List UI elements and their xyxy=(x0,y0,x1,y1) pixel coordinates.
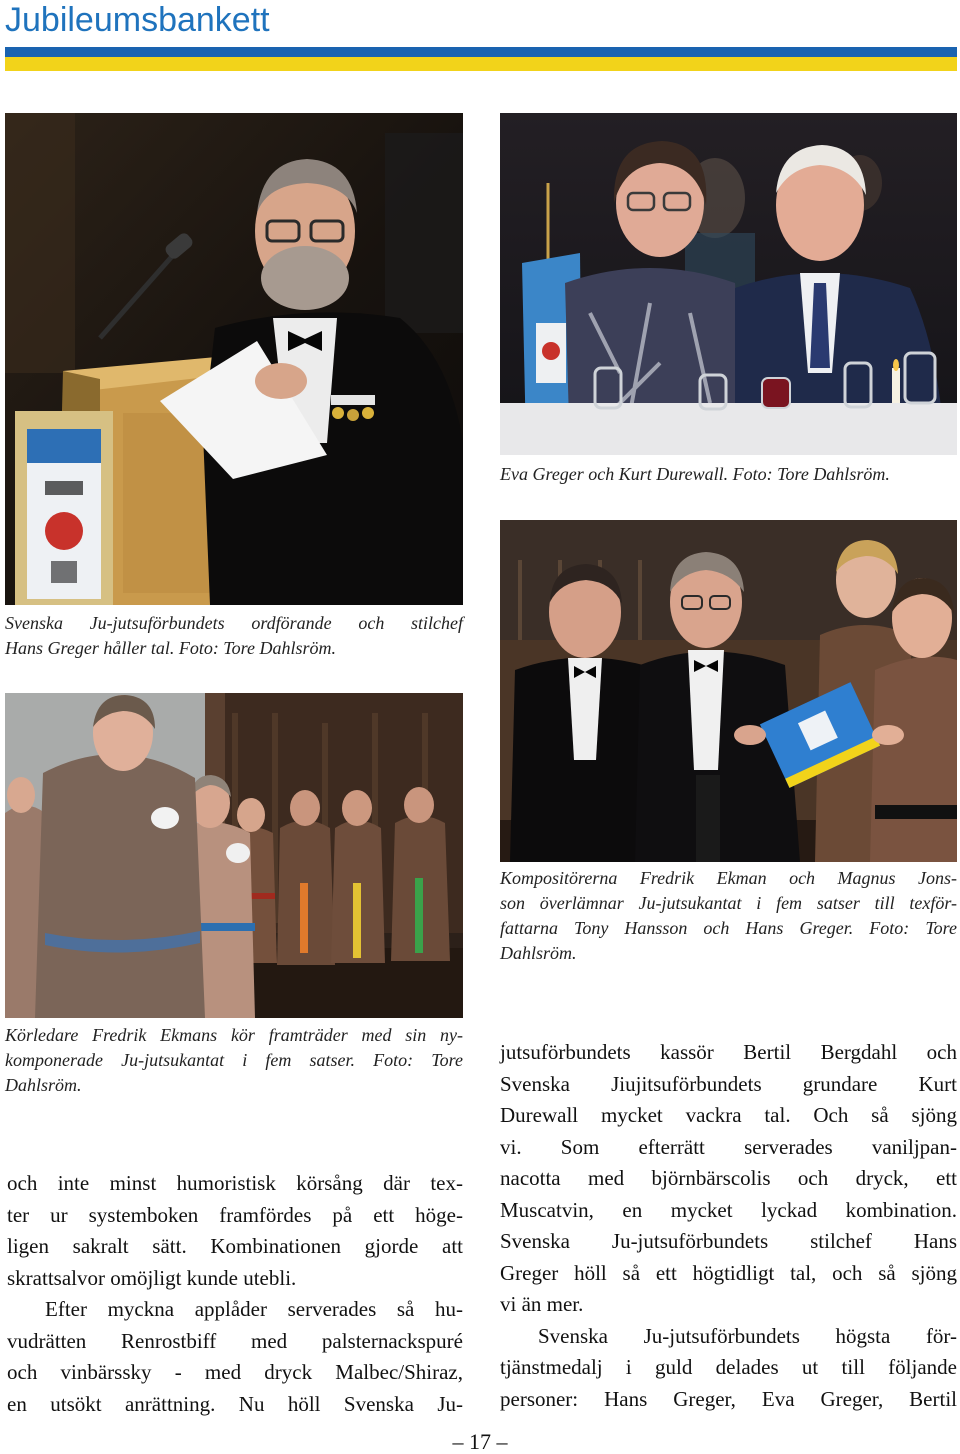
caption-composers xyxy=(500,866,957,966)
caption-line: Svenska Ju-jutsuförbundets ordförande och stilchef xyxy=(5,613,463,633)
article-line: personer: Hans Greger, Eva Greger, Bertil xyxy=(500,1386,957,1411)
article-line: Muscatvin, en mycket lyckad kombination. xyxy=(500,1197,957,1222)
caption-line: Dahlsröm. xyxy=(5,1075,82,1095)
article-line: Svenska Ju-jutsuförbundets stilchef Hans xyxy=(500,1229,957,1253)
article-line: ligen sakralt sätt. Kombinationen gjorde att xyxy=(7,1234,463,1258)
article-line: nacotta med björnbärscolis och dryck, ett xyxy=(500,1166,957,1190)
article-line: jutsuförbundets kassör Bertil Bergdahl och xyxy=(500,1040,957,1064)
article-line: tjänstmedalj i guld delades ut till följande xyxy=(500,1355,957,1379)
caption-line: Körledare Fredrik Ekmans kör framträder med sin ny- xyxy=(5,1025,463,1045)
caption-line: Dahlsröm. xyxy=(500,943,577,963)
article-line: vudrätten Renrostbiff med palsternackspuré xyxy=(7,1328,463,1353)
caption-line: komponerade Ju-jutsukantat i fem satser. Foto: Tore xyxy=(5,1050,463,1070)
article-column-left xyxy=(7,1168,463,1420)
page-number: – 17 – xyxy=(452,1429,508,1454)
article-line: Svenska Jiujitsuförbundets grundare Kurt xyxy=(500,1071,957,1096)
photo-speaker xyxy=(5,113,463,605)
caption-line: Hans Greger håller tal. Foto: Tore Dahlsröm. xyxy=(5,638,337,658)
header-stripe-yellow xyxy=(5,57,957,71)
article-line: och inte minst humoristisk körsång där tex- xyxy=(7,1171,463,1195)
article-line: vi än mer. xyxy=(500,1292,584,1316)
caption-line: fattarna Tony Hansson och Hans Greger. Foto: Tore xyxy=(500,918,957,938)
article-line: Durewall mycket vackra tal. Och så sjöng xyxy=(500,1103,957,1127)
caption-eva-kurt xyxy=(500,462,957,487)
caption-choir xyxy=(5,1023,463,1098)
article-line: Efter myckna applåder serverades så hu- xyxy=(45,1297,463,1321)
article-line: Greger höll så ett högtidligt tal, och så sjöng xyxy=(500,1260,957,1285)
article-line: en utsökt anrättning. Nu höll Svenska Ju- xyxy=(7,1391,463,1416)
caption-line: son överlämnar Ju-jutsukantat i fem satser till texför- xyxy=(500,893,957,913)
article-line: skrattsalvor omöjligt kunde utebli. xyxy=(7,1265,297,1290)
article-line: ter ur systemboken framfördes på ett höge- xyxy=(7,1202,463,1227)
photo-eva-kurt xyxy=(500,113,957,455)
article-line: vi. Som efterrätt serverades vaniljpan- xyxy=(500,1134,957,1159)
article-line: Svenska Ju-jutsuförbundets högsta för- xyxy=(538,1323,957,1348)
photo-choir xyxy=(5,693,463,1018)
photo-composers xyxy=(500,520,957,862)
caption-line: Eva Greger och Kurt Durewall. Foto: Tore Dahlsröm. xyxy=(500,464,890,484)
article-line: och vinbärssky - med dryck Malbec/Shiraz, xyxy=(7,1360,463,1384)
caption-line: Kompositörerna Fredrik Ekman och Magnus Jons- xyxy=(500,868,957,888)
page-title: Jubileumsbankett xyxy=(5,1,270,39)
header-stripe-blue xyxy=(5,47,957,57)
article-column-right xyxy=(500,1037,957,1415)
caption-speaker xyxy=(5,611,463,661)
